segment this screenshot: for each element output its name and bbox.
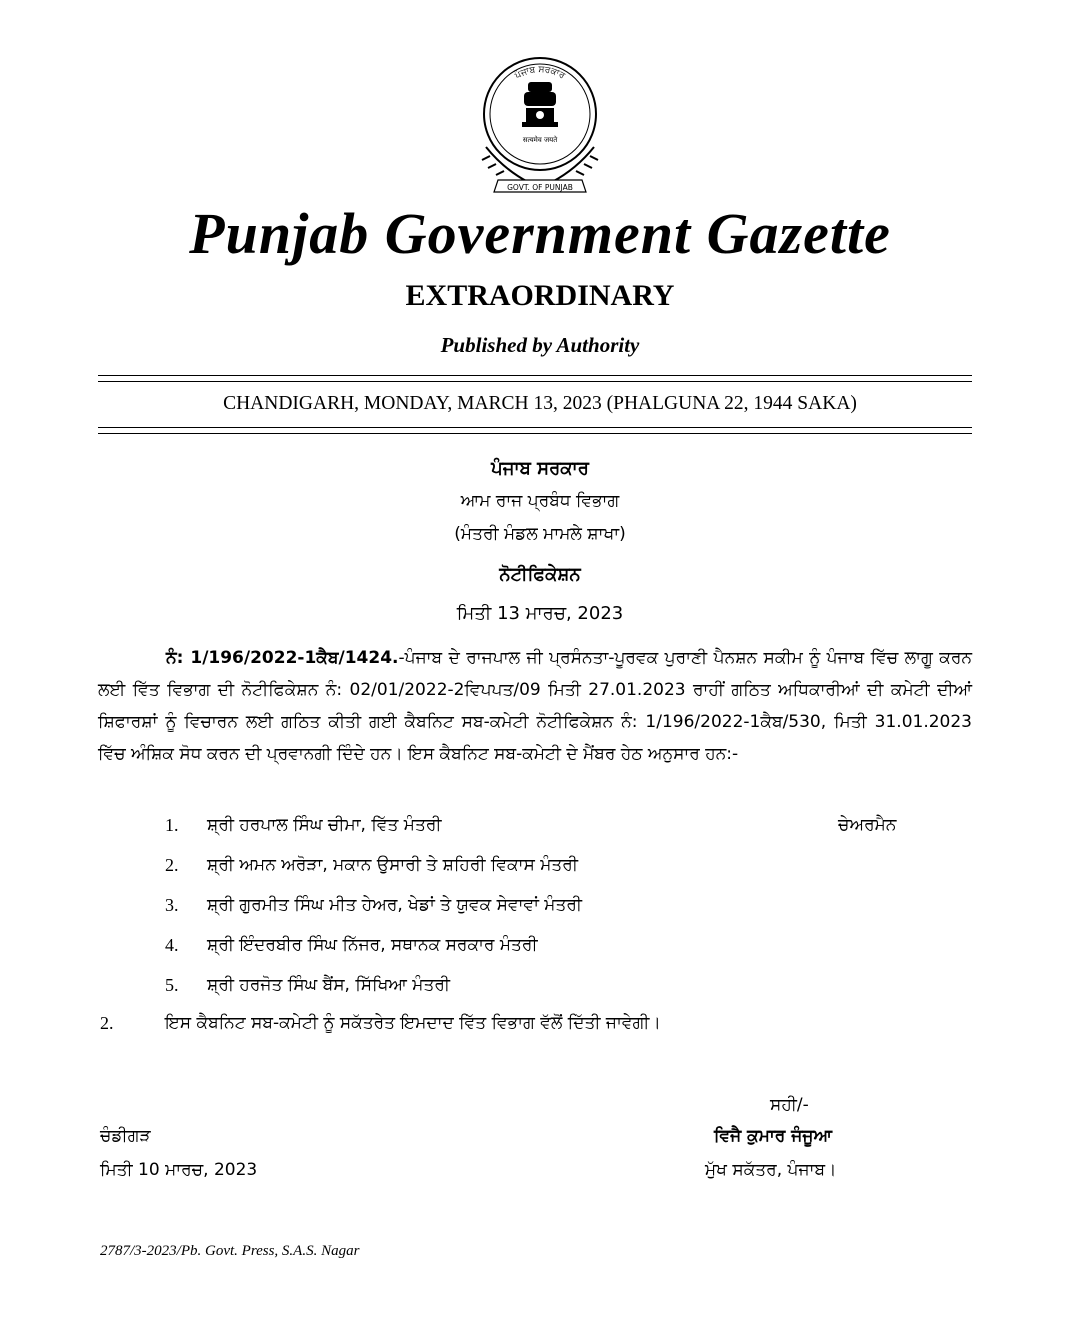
member-number: 5. xyxy=(165,975,179,995)
divider xyxy=(98,433,972,434)
member-row xyxy=(0,895,1080,923)
department-name: ਆਮ ਰਾਜ ਪ੍ਰਬੰਧ ਵਿਭਾਗ xyxy=(460,491,620,511)
member-row xyxy=(0,815,1080,843)
member-row xyxy=(0,975,1080,1003)
divider xyxy=(98,381,972,382)
issue-place: ਚੰਡੀਗੜ xyxy=(100,1126,151,1146)
member-number: 3. xyxy=(165,895,179,915)
divider xyxy=(98,375,972,376)
notification-body xyxy=(98,642,972,770)
signatory-name: ਵਿਜੈ ਕੁਮਾਰ ਜੰਜੂਆ xyxy=(714,1126,832,1146)
emblem-motto: सत्यमेव जयते xyxy=(522,136,558,144)
press-footer: 2787/3-2023/Pb. Govt. Press, S.A.S. Nagar xyxy=(100,1243,360,1259)
paragraph-number: 2. xyxy=(100,1013,114,1033)
member-number: 1. xyxy=(165,815,179,835)
paragraph-text: ਇਸ ਕੈਬਨਿਟ ਸਬ-ਕਮੇਟੀ ਨੂੰ ਸਕੱਤਰੇਤ ਇਮਦਾਦ ਵਿੱਤ ਵਿਭਾਗ ਵੱਲੋਂ ਦਿੱਤੀ ਜਾਵੇਗੀ। xyxy=(165,1013,661,1033)
govt-of-punjab-emblem xyxy=(468,52,612,202)
emblem-ribbon-text: GOVT. OF PUNJAB xyxy=(507,183,573,192)
member-name: ਸ਼੍ਰੀ ਇੰਦਰਬੀਰ ਸਿੰਘ ਨਿੱਜਰ, ਸਥਾਨਕ ਸਰਕਾਰ ਮੰਤਰੀ xyxy=(207,935,538,955)
edition-label: EXTRAORDINARY xyxy=(405,279,675,312)
member-role: ਚੇਅਰਮੈਨ xyxy=(838,815,897,835)
dateline: CHANDIGARH, MONDAY, MARCH 13, 2023 (PHALGUNA 22, 1944 SAKA) xyxy=(223,393,857,414)
published-by: Published by Authority xyxy=(440,333,640,357)
emblem-top-text: ਪੰਜਾਬ ਸਰਕਾਰ xyxy=(513,64,567,82)
signatory-designation: ਮੁੱਖ ਸਕੱਤਰ, ਪੰਜਾਬ। xyxy=(705,1160,837,1180)
member-name: ਸ਼੍ਰੀ ਹਰਪਾਲ ਸਿੰਘ ਚੀਮਾ, ਵਿੱਤ ਮੰਤਰੀ xyxy=(207,815,442,835)
gazette-title: Punjab Government Gazette xyxy=(189,201,891,266)
member-number: 4. xyxy=(165,935,179,955)
notification-number: ਨੰ: 1/196/2022-1ਕੈਬ/1424. xyxy=(166,648,399,668)
issue-date: ਮਿਤੀ 10 ਮਾਰਚ, 2023 xyxy=(100,1160,258,1180)
member-row xyxy=(0,935,1080,963)
government-name: ਪੰਜਾਬ ਸਰਕਾਰ xyxy=(491,458,589,479)
notification-text: -ਪੰਜਾਬ ਦੇ ਰਾਜਪਾਲ ਜੀ ਪ੍ਰਸੰਨਤਾ-ਪੂਰਵਕ ਪੁਰਾਣੀ ਪੈਨਸ਼ਨ ਸਕੀਮ ਨੂੰ ਪੰਜਾਬ ਵਿੱਚ ਲਾਗੂ ਕਰਨ ਲਈ ਵਿੱਤ ਵਿਭਾਗ ਦੀ ਨੋਟੀਫਿਕੇਸ਼ਨ ਨੰ: 02/01/2022-2ਵਿਪਪਤ/09 ਮਿਤੀ 27.01.2023 ਰਾਹੀਂ ਗਠਿਤ ਅਧਿਕਾਰੀਆਂ ਦੀ ਕਮੇਟੀ ਦੀਆਂ ਸ਼ਿਫਾਰਸ਼ਾਂ ਨੂੰ ਵਿਚਾਰਨ ਲਈ ਗਠਿਤ ਕੀਤੀ ਗਈ ਕੈਬਨਿਟ ਸਬ-ਕਮੇਟੀ ਨੋਟੀਫਿਕੇਸ਼ਨ ਨੰ: 1/196/2022-1ਕੈਬ/530, ਮਿਤੀ 31.01.2023 ਵਿੱਚ ਅੰਸ਼ਿਕ ਸੋਧ ਕਰਨ ਦੀ ਪ੍ਰਵਾਨਗੀ ਦਿੰਦੇ ਹਨ। ਇਸ ਕੈਬਨਿਟ ਸਬ-ਕਮੇਟੀ ਦੇ ਮੈਂਬਰ ਹੇਠ ਅਨੁਸਾਰ ਹਨ:- xyxy=(98,648,972,764)
member-name: ਸ਼੍ਰੀ ਗੁਰਮੀਤ ਸਿੰਘ ਮੀਤ ਹੇਅਰ, ਖੇਡਾਂ ਤੇ ਯੁਵਕ ਸੇਵਾਵਾਂ ਮੰਤਰੀ xyxy=(207,895,583,915)
member-number: 2. xyxy=(165,855,179,875)
member-name: ਸ਼੍ਰੀ ਹਰਜੋਤ ਸਿੰਘ ਬੈਂਸ, ਸਿੱਖਿਆ ਮੰਤਰੀ xyxy=(207,975,451,995)
notification-date: ਮਿਤੀ 13 ਮਾਰਚ, 2023 xyxy=(456,603,624,624)
member-row xyxy=(0,855,1080,883)
member-name: ਸ਼੍ਰੀ ਅਮਨ ਅਰੋੜਾ, ਮਕਾਨ ਉਸਾਰੀ ਤੇ ਸ਼ਹਿਰੀ ਵਿਕਾਸ ਮੰਤਰੀ xyxy=(207,855,578,875)
notification-heading: ਨੋਟੀਫਿਕੇਸ਼ਨ xyxy=(499,564,581,585)
divider xyxy=(98,427,972,428)
branch-name: (ਮੰਤਰੀ ਮੰਡਲ ਮਾਮਲੇ ਸ਼ਾਖਾ) xyxy=(454,524,626,544)
signed-mark: ਸਹੀ/- xyxy=(770,1095,809,1115)
